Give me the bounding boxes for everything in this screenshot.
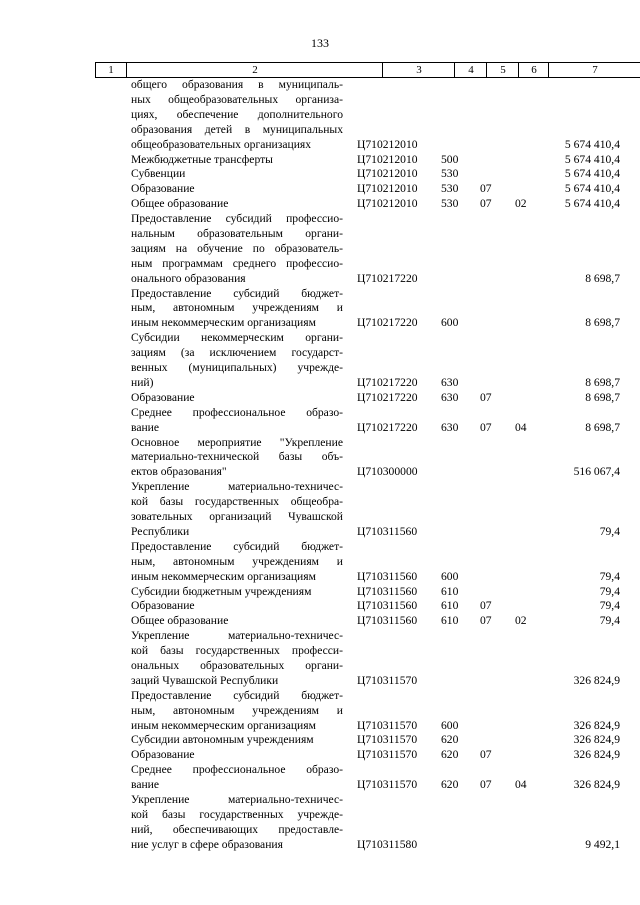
row-expense-type: 530	[441, 167, 459, 181]
row-name-line: Образование	[131, 748, 195, 762]
row-sum: 326 824,9	[573, 673, 620, 687]
table-row	[95, 287, 639, 332]
row-sum: 79,4	[599, 584, 620, 598]
row-name	[131, 689, 343, 734]
row-name-line: зовательных организаций Чувашской	[131, 510, 343, 524]
row-section: 07	[480, 748, 492, 762]
table-header	[95, 62, 640, 78]
row-name	[131, 406, 343, 436]
row-expense-type: 610	[441, 614, 459, 628]
row-sum: 79,4	[599, 524, 620, 538]
row-name-line: Общее образование	[131, 614, 229, 628]
row-name	[131, 585, 343, 600]
header-col-4: 4	[454, 63, 487, 77]
row-name-line: ным, автономным учреждениям и	[131, 703, 343, 717]
row-name-line: Среднее профессиональное образо-	[131, 405, 343, 419]
row-expense-type: 630	[441, 375, 459, 389]
row-name-line: Предоставление субсидий бюджет-	[131, 539, 343, 553]
row-sum: 5 674 410,4	[564, 152, 620, 166]
table-row	[95, 78, 639, 153]
table-row	[95, 629, 639, 689]
row-sum: 8 698,7	[585, 420, 620, 434]
row-name-line: вание	[131, 420, 160, 434]
row-sum: 326 824,9	[573, 778, 620, 792]
row-code: Ц710311570	[357, 673, 418, 687]
row-name	[131, 197, 343, 212]
row-code: Ц710311570	[357, 718, 418, 732]
row-name-line: Образование	[131, 390, 195, 404]
row-name-line: зациям (за исключением государст-	[131, 346, 343, 360]
table-row	[95, 733, 639, 748]
row-name-line: иным некоммерческим организациям	[131, 569, 316, 583]
row-name-line: Субсидии некоммерческим органи-	[131, 331, 343, 345]
row-name	[131, 748, 343, 763]
row-name-line: кой базы государственных професси-	[131, 644, 343, 658]
row-expense-type: 620	[441, 748, 459, 762]
row-name-line: ным программам среднего профессио-	[131, 256, 343, 270]
row-sum: 79,4	[599, 569, 620, 583]
row-name-line: Субвенции	[131, 167, 186, 181]
row-name-line: заций Чувашской Республики	[131, 673, 279, 687]
row-expense-type: 500	[441, 152, 459, 166]
table-row	[95, 689, 639, 734]
row-name-line: Предоставление субсидий бюджет-	[131, 286, 343, 300]
row-sum: 5 674 410,4	[564, 167, 620, 181]
row-section: 07	[480, 778, 492, 792]
row-sum: 79,4	[599, 599, 620, 613]
row-subsection: 04	[515, 778, 527, 792]
row-sum: 8 698,7	[585, 271, 620, 285]
header-col-2: 2	[126, 63, 383, 77]
table-body	[95, 78, 639, 853]
row-expense-type: 600	[441, 316, 459, 330]
table-row	[95, 331, 639, 391]
row-code: Ц710217220	[357, 375, 418, 389]
table-row	[95, 748, 639, 763]
table-row	[95, 167, 639, 182]
row-name-line: онального образования	[131, 271, 246, 285]
row-code: Ц710212010	[357, 167, 418, 181]
header-col-1: 1	[108, 64, 114, 76]
row-name-line: материально-технической базы объ-	[131, 450, 343, 464]
row-name-line: ональных образовательных органи-	[131, 658, 343, 672]
row-name-line: Субсидии автономным учреждениям	[131, 733, 314, 747]
row-name-line: образования детей в муниципальных	[131, 122, 343, 136]
row-name	[131, 182, 343, 197]
row-code: Ц710212010	[357, 182, 418, 196]
table-row	[95, 406, 639, 436]
row-name	[131, 614, 343, 629]
table-row	[95, 599, 639, 614]
row-section: 07	[480, 420, 492, 434]
row-name	[131, 599, 343, 614]
row-code: Ц710212010	[357, 152, 418, 166]
row-code: Ц710217220	[357, 271, 418, 285]
row-name-line: Субсидии бюджетным учреждениям	[131, 584, 312, 598]
row-name-line: ным, автономным учреждениям и	[131, 554, 343, 568]
row-subsection: 02	[515, 197, 527, 211]
row-name	[131, 733, 343, 748]
row-expense-type: 630	[441, 420, 459, 434]
row-name-line: Образование	[131, 182, 195, 196]
row-code: Ц710300000	[357, 465, 418, 479]
row-name-line: ным, автономным учреждениям и	[131, 301, 343, 315]
row-name-line: Укрепление материально-техничес-	[131, 480, 343, 494]
row-sum: 8 698,7	[585, 390, 620, 404]
row-code: Ц710311560	[357, 569, 418, 583]
header-col-5: 5	[486, 63, 519, 77]
table-row	[95, 391, 639, 406]
row-subsection: 02	[515, 614, 527, 628]
row-name-line: Предоставление субсидий бюджет-	[131, 688, 343, 702]
table-row	[95, 153, 639, 168]
row-code: Ц710311560	[357, 614, 418, 628]
row-name-line: общего образования в муниципаль-	[131, 78, 343, 91]
row-name	[131, 287, 343, 332]
table-row	[95, 540, 639, 585]
row-expense-type: 630	[441, 390, 459, 404]
row-sum: 9 492,1	[585, 837, 620, 851]
row-name	[131, 629, 343, 689]
row-name-line: зациям на обучение по образователь-	[131, 241, 343, 255]
row-name-line: вание	[131, 778, 160, 792]
row-sum: 5 674 410,4	[564, 137, 620, 151]
row-sum: 79,4	[599, 614, 620, 628]
row-name-line: иным некоммерческим организациям	[131, 316, 316, 330]
row-name-line: Общее образование	[131, 197, 229, 211]
row-code: Ц710311560	[357, 599, 418, 613]
table-row	[95, 212, 639, 287]
row-subsection: 04	[515, 420, 527, 434]
row-name	[131, 480, 343, 540]
row-section: 07	[480, 390, 492, 404]
row-sum: 326 824,9	[573, 718, 620, 732]
row-name	[131, 212, 343, 287]
row-code: Ц710217220	[357, 390, 418, 404]
row-sum: 8 698,7	[585, 375, 620, 389]
row-code: Ц710311570	[357, 778, 418, 792]
row-sum: 8 698,7	[585, 316, 620, 330]
row-name-line: венных (муниципальных) учрежде-	[131, 361, 343, 375]
row-section: 07	[480, 599, 492, 613]
row-name	[131, 793, 343, 853]
row-code: Ц710311570	[357, 748, 418, 762]
row-name-line: Основное мероприятие "Укрепление	[131, 435, 343, 449]
row-name-line: общеобразовательных организациях	[131, 137, 312, 151]
row-name	[131, 331, 343, 391]
header-col-3: 3	[382, 63, 455, 77]
row-sum: 516 067,4	[573, 465, 620, 479]
row-name	[131, 391, 343, 406]
row-name-line: Республики	[131, 524, 190, 538]
row-section: 07	[480, 182, 492, 196]
row-expense-type: 610	[441, 599, 459, 613]
table-row	[95, 763, 639, 793]
row-name	[131, 436, 343, 481]
table-row	[95, 197, 639, 212]
row-code: Ц710311580	[357, 837, 418, 851]
row-name	[131, 153, 343, 168]
row-name-line: Образование	[131, 599, 195, 613]
header-col-7: 7	[548, 63, 640, 77]
row-name-line: циях, обеспечение дополнительного	[131, 107, 343, 121]
row-code: Ц710217220	[357, 420, 418, 434]
row-sum: 326 824,9	[573, 748, 620, 762]
row-name-line: кой базы государственных общеобра-	[131, 495, 343, 509]
table-row	[95, 614, 639, 629]
row-section: 07	[480, 197, 492, 211]
row-section: 07	[480, 614, 492, 628]
row-sum: 5 674 410,4	[564, 197, 620, 211]
table-row	[95, 585, 639, 600]
row-name	[131, 763, 343, 793]
row-expense-type: 530	[441, 197, 459, 211]
row-expense-type: 620	[441, 733, 459, 747]
row-code: Ц710212010	[357, 137, 418, 151]
row-name	[131, 167, 343, 182]
row-name-line: ние услуг в сфере образования	[131, 837, 283, 851]
row-expense-type: 610	[441, 584, 459, 598]
row-name-line: ний, обеспечивающих предоставле-	[131, 822, 343, 836]
row-code: Ц710217220	[357, 316, 418, 330]
row-name-line: нальным образовательным органи-	[131, 226, 343, 240]
header-col-6: 6	[518, 63, 549, 77]
row-name-line: Укрепление материально-техничес-	[131, 793, 343, 807]
row-expense-type: 600	[441, 718, 459, 732]
table-row	[95, 436, 639, 481]
row-sum: 326 824,9	[573, 733, 620, 747]
table-row	[95, 793, 639, 853]
row-name-line: кой базы государственных учрежде-	[131, 807, 343, 821]
row-name-line: Межбюджетные трансферты	[131, 152, 273, 166]
page-number: 133	[311, 36, 329, 50]
row-code: Ц710212010	[357, 197, 418, 211]
row-name-line: иным некоммерческим организациям	[131, 718, 316, 732]
table-row	[95, 480, 639, 540]
row-code: Ц710311560	[357, 584, 418, 598]
table-row	[95, 182, 639, 197]
row-name-line: Предоставление субсидий профессио-	[131, 212, 343, 226]
row-name	[131, 540, 343, 585]
row-expense-type: 530	[441, 182, 459, 196]
row-expense-type: 600	[441, 569, 459, 583]
row-name-line: ектов образования"	[131, 465, 227, 479]
row-name-line: Укрепление материально-техничес-	[131, 629, 343, 643]
row-expense-type: 620	[441, 778, 459, 792]
row-code: Ц710311560	[357, 524, 418, 538]
row-name-line: ных общеобразовательных организа-	[131, 92, 343, 106]
row-sum: 5 674 410,4	[564, 182, 620, 196]
row-name-line: ний)	[131, 375, 154, 389]
row-code: Ц710311570	[357, 733, 418, 747]
row-name-line: Среднее профессиональное образо-	[131, 763, 343, 777]
row-name	[131, 78, 343, 153]
